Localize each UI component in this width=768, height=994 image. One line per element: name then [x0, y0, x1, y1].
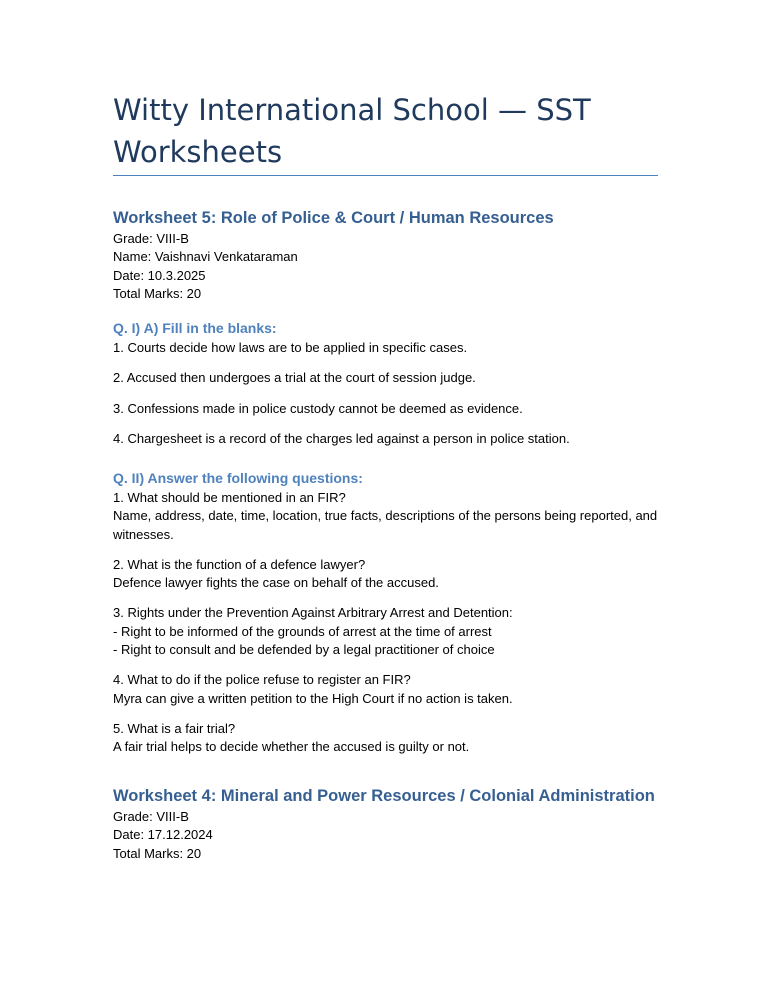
worksheet5-date: Date: 10.3.2025 — [113, 267, 206, 283]
question-text: 1. What should be mentioned in an FIR? — [113, 490, 346, 505]
question1-section — [113, 317, 658, 460]
answer-item-4 — [113, 671, 658, 708]
answer-text: Defence lawyer fights the case on behalf of the accused. — [113, 575, 439, 591]
question-text: 4. What to do if the police refuse to register an FIR? — [113, 672, 411, 688]
document-title: Witty International School — SST Worksheets — [113, 93, 591, 169]
fill-blank-item-3: 3. Confessions made in police custody cannot be deemed as evidence. — [113, 400, 523, 416]
question-text: 3. Rights under the Prevention Against Arbitrary Arrest and Detention: — [113, 605, 513, 621]
fill-blank-item-4: 4. Chargesheet is a record of the charges led against a person in police station. — [113, 430, 570, 446]
worksheet5-heading: Worksheet 5: Role of Police & Court / Human Resources — [113, 209, 554, 227]
fill-blank-item-2: 2. Accused then undergoes a trial at the court of session judge. — [113, 370, 476, 386]
worksheet5-name: Name: Vaishnavi Venkataraman — [113, 249, 298, 265]
question1-heading: Q. I) A) Fill in the blanks: — [113, 320, 277, 336]
fill-blank-item-1: 1. Courts decide how laws are to be applied in specific cases. — [113, 340, 468, 355]
worksheet4-heading: Worksheet 4: Mineral and Power Resources / Colonial Administration — [113, 787, 655, 805]
answer-text: - Right to be informed of the grounds of arrest at the time of arrest — [113, 623, 492, 639]
answer-text: Name, address, date, time, location, true facts, descriptions of the persons being reported, and witnesses. — [113, 508, 658, 542]
answer-text: Myra can give a written petition to the High Court if no action is taken. — [113, 690, 513, 706]
question2-heading: Q. II) Answer the following questions: — [113, 470, 363, 486]
question-text: 2. What is the function of a defence lawyer? — [113, 556, 366, 572]
answer-item-5 — [113, 720, 658, 757]
question2-section — [113, 467, 658, 769]
answer-text: - Right to consult and be defended by a legal practitioner of choice — [113, 642, 495, 658]
worksheet4-grade: Grade: VIII-B — [113, 809, 189, 824]
worksheet4-marks: Total Marks: 20 — [113, 845, 202, 861]
worksheet5-marks: Total Marks: 20 — [113, 285, 202, 301]
question-text: 5. What is a fair trial? — [113, 720, 236, 736]
answer-item-3 — [113, 604, 658, 659]
worksheet4-header — [113, 784, 658, 863]
answer-text: A fair trial helps to decide whether the accused is guilty or not. — [113, 739, 470, 755]
title-divider — [113, 175, 658, 176]
answer-item-1 — [113, 489, 658, 544]
answer-item-2 — [113, 556, 658, 593]
worksheet5-header — [113, 206, 658, 303]
worksheet4-date: Date: 17.12.2024 — [113, 827, 213, 843]
worksheet5-grade: Grade: VIII-B — [113, 231, 189, 246]
